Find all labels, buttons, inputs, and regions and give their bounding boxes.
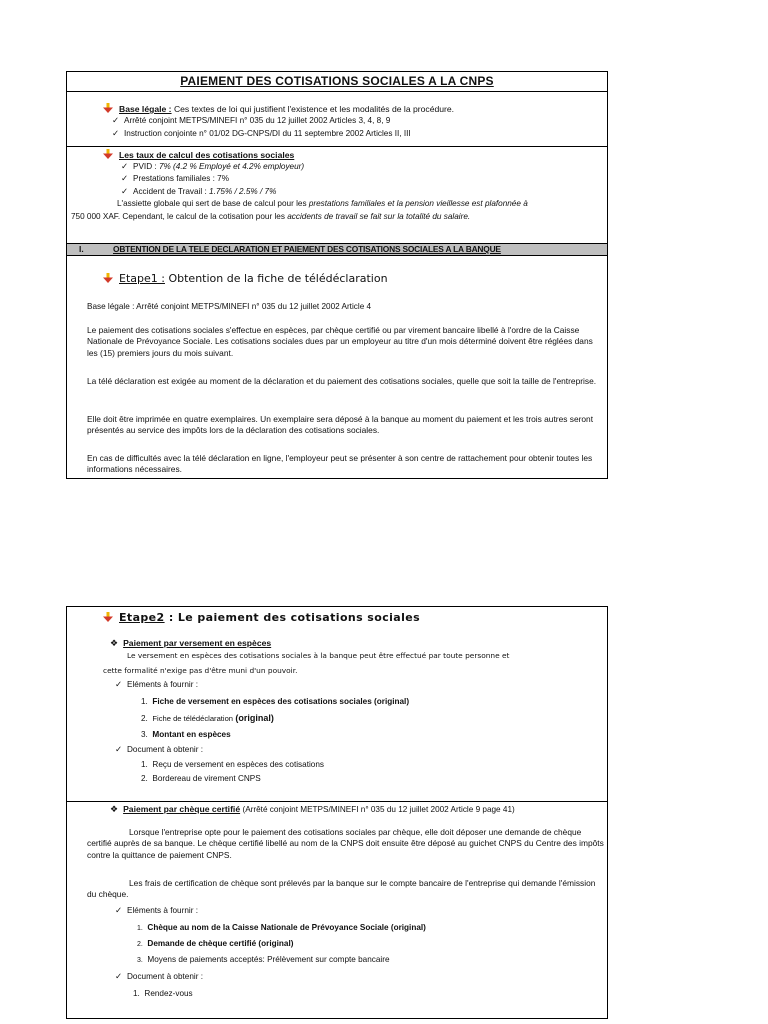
paragraph: Le paiement des cotisations sociales s'effectue en espèces, par chèque certifié ou par virement bancaire libellé à l'ordre de la Caisse Nationale de Prévoyance Sociale. Les cotisations sociales dues par un employeur au titre d'un mois déterminé doivent être réglées dans les (15) premiers jours du mois suivant. [87, 325, 593, 358]
checkmark-icon: ✓ [121, 161, 129, 171]
list-item: 1. Rendez-vous [133, 989, 193, 998]
list-item: 1. Fiche de versement en espèces des cotisations sociales (original) [141, 697, 410, 706]
cheque-heading: ❖ Paiement par chèque certifié (Arrêté conjoint METPS/MINEFI n° 035 du 12 juillet 2002 Article 9 page 41) [110, 804, 515, 814]
arrow-down-bullet-icon [103, 149, 113, 159]
elements-label: ✓ Eléments à fournir : [115, 679, 198, 689]
checkmark-icon: ✓ [115, 971, 123, 981]
arrow-down-bullet-icon [103, 273, 113, 283]
base-legale-line [103, 103, 454, 115]
banner-text: OBTENTION DE LA TELE DECLARATION ET PAIEMENT DES COTISATIONS SOCIALES A LA BANQUE [113, 244, 501, 254]
checkmark-icon: ✓ [112, 115, 120, 125]
arrow-down-bullet-icon [103, 612, 113, 622]
list-item: 2. Fiche de télédéclaration (original) [141, 713, 274, 723]
section-2-box [66, 606, 608, 1019]
assiette-line-1: L'assiette globale qui sert de base de calcul pour les prestations familiales et la pension vieillesse est plafonnée à [117, 199, 528, 208]
list-item: ✓ Instruction conjointe n° 01/02 DG-CNPS/DI du 11 septembre 2002 Articles II, III [112, 128, 411, 138]
paragraph: Elle doit être imprimée en quatre exemplaires. Un exemplaire sera déposé à la banque au moment du paiement et les trois autres seront présentés au service des impôts lors de la déclaration des cotisations sociales. [87, 414, 594, 436]
list-item: ✓ Arrêté conjoint METPS/MINEFI n° 035 du 12 juillet 2002 Articles 3, 4, 8, 9 [112, 115, 391, 125]
paragraph: Les frais de certification de chèque sont prélevés par la banque sur le compte bancaire de l'entreprise qui demande l'émission du chèque. [87, 878, 596, 900]
list-item: 1. Chèque au nom de la Caisse Nationale de Prévoyance Sociale (original) [137, 923, 426, 932]
diamond-bullet-icon: ❖ [110, 638, 119, 648]
section-banner [67, 243, 607, 256]
diamond-bullet-icon: ❖ [110, 804, 119, 814]
checkmark-icon: ✓ [115, 744, 123, 754]
page-title: PAIEMENT DES COTISATIONS SOCIALES A LA CNPS [180, 74, 494, 88]
list-item: ✓ PVID : 7% (4.2 % Employé et 4.2% employeur) [121, 161, 305, 171]
checkmark-icon: ✓ [115, 679, 123, 689]
list-item: ✓ Prestations familiales : 7% [121, 173, 230, 183]
list-item: 3. Montant en espèces [141, 730, 231, 739]
paragraph: Lorsque l'entreprise opte pour le paiement des cotisations sociales par chèque, elle doit déposer une demande de chèque certifié auprès de sa banque. Le chèque certifié libellé au nom de la CNPS doit ensuite être déposé au guichet CNPS du Centre des impôts contre la quittance de paiement CNPS. [87, 827, 604, 860]
divider [67, 801, 607, 802]
paragraph: La télé déclaration est exigée au moment de la déclaration et du paiement des cotisations sociales, quelle que soit la taille de l'entreprise. [87, 376, 597, 386]
list-item: ✓ Accident de Travail : 1.75% / 2.5% / 7% [121, 186, 277, 196]
checkmark-icon: ✓ [115, 905, 123, 915]
banner-number: I. [79, 244, 84, 254]
elements-label: ✓ Eléments à fournir : [115, 905, 198, 915]
checkmark-icon: ✓ [112, 128, 120, 138]
list-item: 2. Demande de chèque certifié (original) [137, 939, 294, 948]
assiette-line-2: 750 000 XAF. Cependant, le calcul de la cotisation pour les accidents de travail se fait sur la totalité du salaire. [71, 212, 471, 221]
especes-heading: ❖ Paiement par versement en espèces [110, 638, 272, 648]
paragraph: En cas de difficultés avec la télé déclaration en ligne, l'employeur peut se présenter à son centre de rattachement pour obtenir toutes les informations nécessaires. [87, 453, 593, 475]
document-label: ✓ Document à obtenir : [115, 744, 204, 754]
list-item: 1. Reçu de versement en espèces des cotisations [141, 760, 324, 769]
etape2-heading: Etape2 : Le paiement des cotisations sociales [103, 611, 420, 624]
etape1-heading: Etape1 : Obtention de la fiche de télédéclaration [103, 272, 388, 285]
divider [67, 91, 607, 92]
section-1-box [66, 71, 608, 479]
especes-text-line-2: cette formalité n'exige pas d'être muni d'un pouvoir. [103, 666, 298, 675]
document-label: ✓ Document à obtenir : [115, 971, 204, 981]
list-item: 3. Moyens de paiements acceptés: Prélèvement sur compte bancaire [137, 955, 390, 964]
etape1-base-legale: Base légale : Arrêté conjoint METPS/MINEFI n° 035 du 12 juillet 2002 Article 4 [87, 302, 372, 311]
arrow-down-bullet-icon [103, 103, 113, 113]
taux-heading: Les taux de calcul des cotisations sociales [103, 149, 294, 161]
list-item: 2. Bordereau de virement CNPS [141, 774, 261, 783]
divider [67, 146, 607, 147]
especes-text-line-1: Le versement en espèces des cotisations sociales à la banque peut être effectué par toute personne et [127, 651, 510, 660]
checkmark-icon: ✓ [121, 173, 129, 183]
checkmark-icon: ✓ [121, 186, 129, 196]
base-legale-text: Ces textes de loi qui justifient l'existence et les modalités de la procédure. [173, 104, 455, 114]
base-legale-label: Base légale : [119, 104, 172, 114]
